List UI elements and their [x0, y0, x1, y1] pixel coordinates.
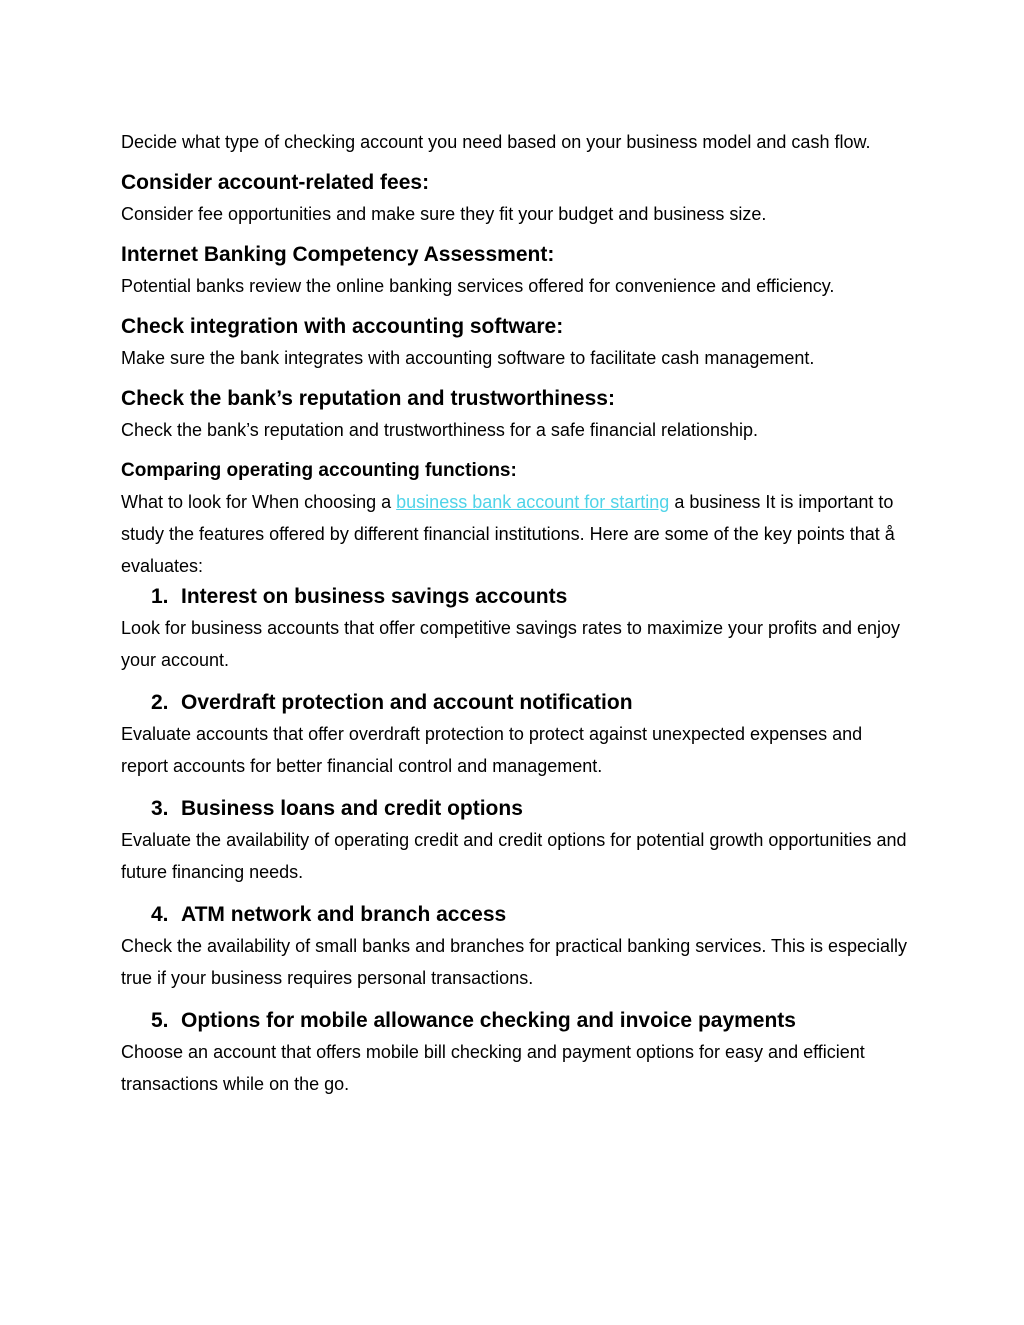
comparing-text-before-link: What to look for When choosing a [121, 492, 397, 512]
section-body-accounting-software: Make sure the bank integrates with accounting software to facilitate cash management. [121, 348, 815, 368]
section-body-reputation: Check the bank’s reputation and trustworthiness for a safe financial relationship. [121, 420, 759, 440]
document-page [121, 126, 911, 1100]
section-heading-fees: Consider account-related fees: [121, 171, 430, 194]
list-item-title-text: Business loans and credit options [181, 797, 523, 820]
list-item-title [121, 900, 911, 930]
list-item-number: 5. [151, 1009, 169, 1032]
list-item [121, 900, 911, 994]
intro-paragraph: Decide what type of checking account you need based on your business model and cash flow. [121, 132, 871, 152]
list-item-title [121, 688, 911, 718]
section-body-internet-banking: Potential banks review the online banking services offered for convenience and efficiency. [121, 276, 835, 296]
section-heading-reputation: Check the bank’s reputation and trustworthiness: [121, 387, 615, 410]
list-item-body: Look for business accounts that offer competitive savings rates to maximize your profits and enjoy your account. [121, 618, 901, 670]
list-item-title-text: Interest on business savings accounts [181, 585, 568, 608]
list-item [121, 794, 911, 888]
list-item-body: Evaluate accounts that offer overdraft protection to protect against unexpected expenses and report accounts for better financial control and management. [121, 724, 863, 776]
list-item-title [121, 1006, 911, 1036]
list-item [121, 1006, 911, 1100]
list-item-title-text: Overdraft protection and account notification [181, 691, 633, 714]
business-bank-account-link[interactable]: business bank account for starting [396, 492, 670, 512]
list-item-number: 4. [151, 903, 169, 926]
section-body-fees: Consider fee opportunities and make sure they fit your budget and business size. [121, 204, 767, 224]
comparing-paragraph [121, 486, 911, 582]
list-item-title [121, 794, 911, 824]
list-item-body: Choose an account that offers mobile bill checking and payment options for easy and efficient transactions while on the go. [121, 1042, 865, 1094]
features-list [121, 582, 911, 1100]
list-item-body: Check the availability of small banks and branches for practical banking services. This is especially true if your business requires personal transactions. [121, 936, 908, 988]
list-item-title [121, 582, 911, 612]
list-item-title-text: Options for mobile allowance checking and invoice payments [181, 1009, 796, 1032]
list-item [121, 582, 911, 676]
list-item-title-text: ATM network and branch access [181, 903, 507, 926]
list-item-body: Evaluate the availability of operating credit and credit options for potential growth opportunities and future financing needs. [121, 830, 907, 882]
comparing-heading: Comparing operating accounting functions: [121, 460, 517, 481]
section-heading-internet-banking: Internet Banking Competency Assessment: [121, 243, 555, 266]
list-item-number: 3. [151, 797, 169, 820]
list-item-number: 1. [151, 585, 169, 608]
list-item [121, 688, 911, 782]
section-heading-accounting-software: Check integration with accounting software: [121, 315, 564, 338]
list-item-number: 2. [151, 691, 169, 714]
comparing-text-after-link: a business It is important to study the features offered by different financial institutions. Here are some of the key points that å evaluates: [121, 492, 895, 576]
